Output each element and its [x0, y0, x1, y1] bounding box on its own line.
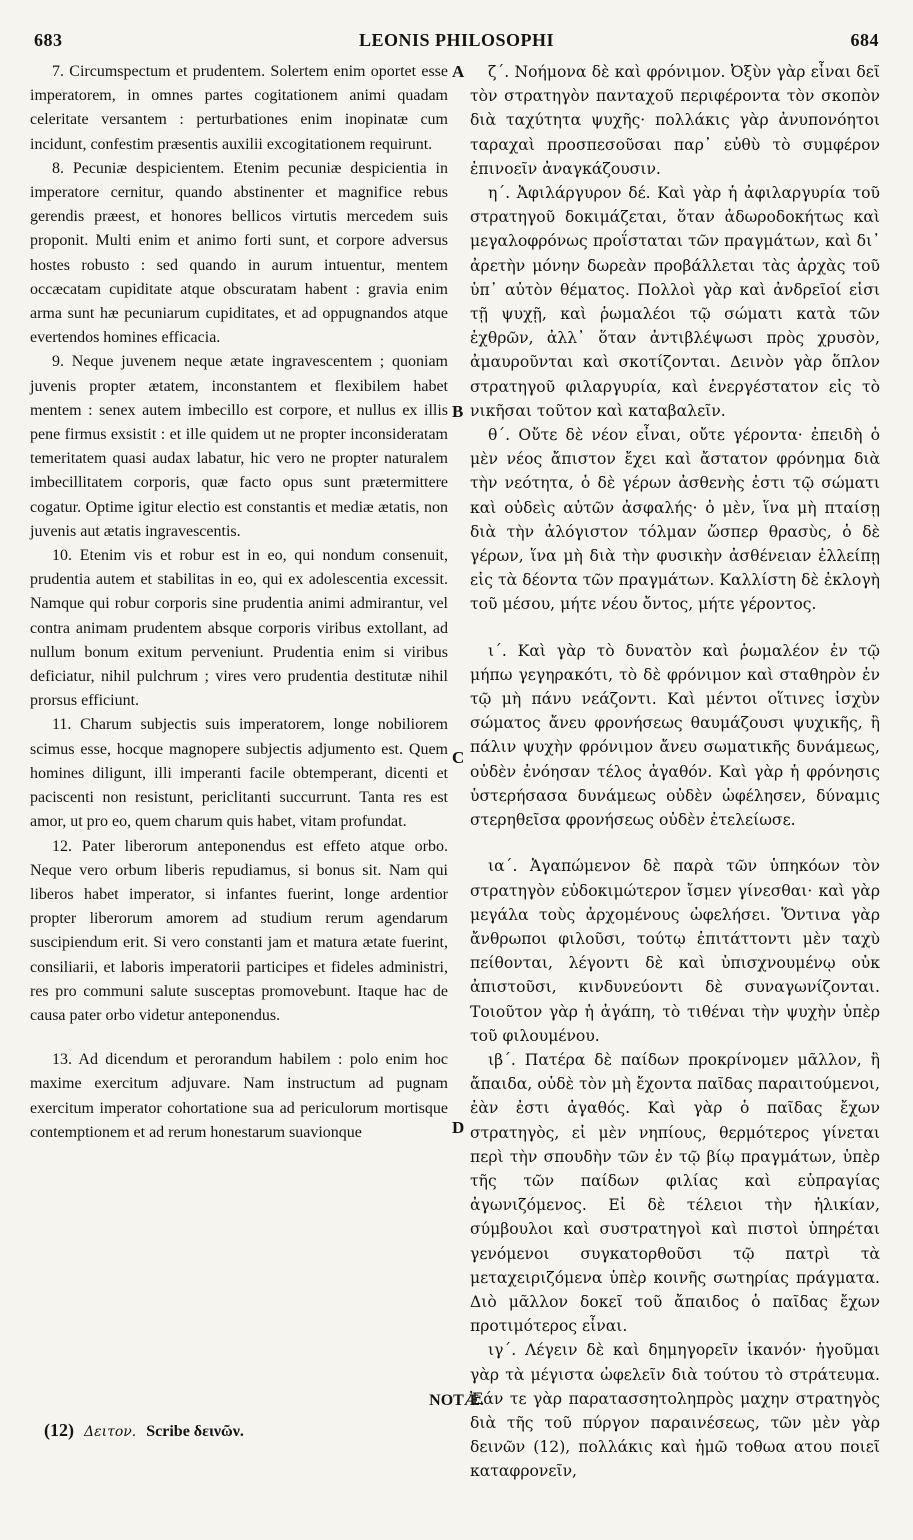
- greek-paragraph-13: ιγ΄. Λέγειν δὲ καὶ δημηγορεῖν ἱκανόν· ἡγοῦμαι γὰρ τὰ μέγιστα ὠφελεῖν διὰ τούτου τὸ στράτευμα. Ἐάν τε γὰρ παρατασσητοληπρὸς μαχην στρατηγὸς διὰ τῆς τοῦ πύργον παραινέσεως, τῶν μὲν γὰρ δεινῶν (12), πολλάκις καὶ ἡμῶ τοθωα ατου ποιεῖ καταφρονεῖν,: [470, 1341, 880, 1481]
- footnote-number: (12): [44, 1420, 74, 1440]
- latin-paragraph-11: 11. Charum subjectis suis imperatorem, longe nobiliorem scimus esse, hocque magnopere subjectis adjumento est. Quem homines diligunt, illi imperanti facile obtemperant, dicenti et paciscenti non resistunt, periclitanti succurrunt. Tanta res est amor, ut pro eo, quem charum quis habet, vitam profundat.: [30, 716, 448, 831]
- footnote-text: Scribe δεινῶν.: [146, 1423, 244, 1440]
- running-title: LEONIS PHILOSOPHI: [358, 30, 555, 50]
- margin-letter-b: B: [452, 402, 464, 421]
- greek-paragraph-12: ιβ΄. Πατέρα δὲ παίδων προκρίνομεν μᾶλλον, ἢ ἄπαιδα, οὐδὲ τὸν μὴ ἔχοντα παῖδας παραιτούμενοι, ἐὰν ἐστι ἀγαθός. Καὶ γὰρ ὁ παῖδας ἔχων στρατηγὸς, εἰ μὲν νηπίους, θερμότερος γίνεται περὶ τὴν σπουδὴν τῶν ἐν τῷ βίῳ πραγμάτων, ὑπὲρ τῆς τῶν παίδων φιλίας καὶ εὐπραγίας ἀγωνιζόμενος. Εἰ δὲ τέλειοι τὴν ἡλικίαν, σύμβουλοι καὶ συστρατηγοὶ καὶ πιστοὶ ὑπηρέται γενόμενοι συγκατορθοῦσι τῷ πατρὶ τὰ μεταχειριζόμενα ὑπὲρ κοινῆς σωτηρίας πράγματα. Διὸ μᾶλλον δοκεῖ τοῦ ἄπαιδος ὁ παῖδας ἔχων προτιμότερος εἶναι.: [470, 1050, 880, 1336]
- greek-paragraph-10: ι΄. Καὶ γὰρ τὸ δυνατὸν καὶ ῥωμαλέον ἐν τῷ μήπω γεγηρακότι, τὸ δὲ φρόνιμον καὶ σταθηρὸν ἐν τῷ μὴ πάνυ νεάζοντι. Καὶ μέντοι οἵτινες ἰσχὺν σώματος ἄνευ φρονήσεως θαυμάζουσι ψυχικῆς, ἢ πάλιν ψυχὴν φρόνιμον ἄνευ σωματικῆς δυνάμεως, οὐδὲν ἐνόησαν τέλος ἀγαθόν. Καὶ γὰρ ἡ φρόνησις ὑστερήσασα δυνάμεως οὐδὲν ὠφέλησεν, δύναμις στερηθεῖσα φρονήσεως οὐδὲν ἐτελείωσε.: [470, 641, 880, 830]
- margin-letter-d: D: [452, 1118, 465, 1137]
- page-number-right: 684: [850, 30, 879, 50]
- margin-letter-a: A: [452, 62, 465, 81]
- margin-letter-c: C: [452, 748, 465, 767]
- footnote-greek-word: Δειτον.: [84, 1424, 137, 1440]
- footnote: [44, 1420, 244, 1441]
- greek-paragraph-8: η΄. Ἀφιλάργυρον δέ. Καὶ γὰρ ἡ ἀφιλαργυρία τοῦ στρατηγοῦ δοκιμάζεται, ὅταν ἀδωροδοκήτως καὶ μεγαλοφρόνως προΐσταται τῶν πραγμάτων, καὶ δι᾽ ἀρετὴν μόνην δωρεὰν προβάλλεται τὰς ἀρχὰς τοῦ ὑπ᾽ αὐτὸν θέματος. Πολλοὶ γὰρ καὶ ἀνδρεῖοί εἰσι τῇ ψυχῇ, καὶ ῥωμαλέοι τῷ σώματι κατὰ τῶν ἐχθρῶν, ἀλλ᾽ ὅταν ἀντιβλέψωσι πρὸς χρυσὸν, ἀμαυροῦνται καὶ σκοτίζονται. Δεινὸν γὰρ ὅπλον στρατηγοῦ φιλαργυρία, καὶ ἐνεργέστατον εἰς τὸ νικῆσαι τοῦτον καὶ καταβαλεῖν.: [470, 184, 880, 420]
- greek-paragraph-9: θ΄. Οὔτε δὲ νέον εἶναι, οὔτε γέροντα· ἐπειδὴ ὁ μὲν νέος ἄπιστον ἔχει καὶ ἄστατον φρόνημα διὰ τὴν νεότητα, ὁ δὲ γέρων ἀσθενὴς ἐστι τῷ σώματι καὶ οὐδεὶς αὐτῶν ἀσφαλής· ὁ μὲν, ἵνα μὴ πταίσῃ διὰ τὴν ἀλόγιστον τόλμαν ὥσπερ θρασὺς, ὁ δὲ γέρων, ἵνα μὴ διὰ τὴν φυσικὴν ἀσθένειαν ἐλλείπῃ εἰς τὰ δέοντα τῶν πραγμάτων. Καλλίστη δὲ ἐκλογὴ τοῦ μέσου, μήτε νέου ὄντος, μήτε γέροντος.: [470, 426, 880, 614]
- greek-paragraph-7: ζ΄. Νοήμονα δὲ καὶ φρόνιμον. Ὀξὺν γὰρ εἶναι δεῖ τὸν στρατηγὸν πανταχοῦ περιφέροντα τὸν σκοπὸν διὰ ταχύτητα ψυχῆς· πολλάκις γὰρ ἀνυπονόητοι ταραχαὶ προσπεσοῦσαι παρ᾽ εὐθὺ τὸ συμφέρον ἐπινοεῖν ἀναγκάζουσιν.: [470, 63, 880, 178]
- page-number-left: 683: [34, 30, 63, 50]
- latin-paragraph-13: 13. Ad dicendum et perorandum habilem : polo enim hoc maxime exercitum adjuvare. Nam instructum ad pugnam exercitum imperator cohortatione sua ad periculorum mortisque contemptionem et ad rerum honestarum suavionque: [30, 1051, 448, 1141]
- latin-paragraph-10: 10. Etenim vis et robur est in eo, qui nondum consenuit, prudentia autem et stabilitas in eo, qui ex adolescentia excessit. Namque qui robur corporis sine prudentia animi admirantur, vel contra animam prudentem absque corporis viribus extollant, ad nullum bonum exitum perveniunt. Prudentia enim si viribus deficiatur, nihil pulchrum ; vires vero prudentia destitutæ nihil prorsus efficiunt.: [30, 547, 448, 710]
- page-header: [34, 30, 879, 56]
- greek-column: [470, 60, 880, 1481]
- latin-paragraph-9: 9. Neque juvenem neque ætate ingravescentem ; quoniam juvenis propter ætatem, inconstantem et flexibilem habet mentem : senex autem imbecillo est corpore, et nullus ex illis pene firmus exsistit : et ille quidem ut ne propter inconsideratam temeritatem quasi audax labatur, hic vero ne propter naturalem imbecillitatem corporis, quæ facto opus sunt prætermittere cogatur. Optime igitur electio est constantis et mediæ ætatis, non juvenis aut ætatis ingravescentis.: [30, 353, 448, 540]
- latin-paragraph-7: 7. Circumspectum et prudentem. Solertem enim oportet esse imperatorem, in omnes partes cogitationem animi quadam celeritate versantem : perturbationes enim inopinatæ cum incidunt, confestim præsentis auxilii excogitationem requirunt.: [30, 63, 448, 153]
- latin-paragraph-8: 8. Pecuniæ despicientem. Etenim pecuniæ despicientia in imperatore cernitur, quando abstinenter et magnifice rebus gerendis præest, et honores bellicos virtutis mercedem suis proponit. Multi enim et animo forti sunt, et corpore adversus hostes robusto : sed quando in aurum intuentur, mentem occæcatam cupiditate atque obscuratam habent : gravia enim arma sunt hæ pecuniarum cupiditates, et ad oppugnandos atque evertendos homines efficacia.: [30, 159, 448, 347]
- latin-column: [30, 60, 448, 1392]
- latin-paragraph-12: 12. Pater liberorum anteponendus est effeto atque orbo. Neque vero orbum liberis repudiamus, si bonus sit. Nam qui liberos habet imperator, si infantes fuerint, longe ardentior propter liberorum amorem ad studium rerum agendarum suscipiendum erit. Si vero constanti jam et matura ætate fuerint, consiliarii, et laboris imperatorii participes et fideles administri, res pro communi salute susceptas promovebunt. Itaque hac de causa pater orbo videtur anteponendus.: [30, 837, 448, 1024]
- greek-paragraph-11: ια΄. Ἀγαπώμενον δὲ παρὰ τῶν ὑπηκόων τὸν στρατηγὸν εὐδοκιμώτερον ἴσμεν γίνεσθαι· καὶ γὰρ μεγάλα τοὺς ἀρχομένους ὠφελήσει. Ὅντινα γὰρ ἄνθρωποι φιλοῦσι, τούτῳ ἐπιτάττοντι μὲν ταχὺ πείθονται, λέγοντι δὲ καὶ ὑπισχνουμένῳ οὐκ ἀπιστοῦσι, κινδυνεύοντι δὲ συναγωνίζονται. Τοιοῦτον γὰρ ἡ ἀγάπη, τὸ τιθέναι τὴν ψυχὴν ὑπὲρ τοῦ φιλουμένου.: [470, 857, 880, 1045]
- notes-heading: NOTÆ.: [429, 1392, 484, 1409]
